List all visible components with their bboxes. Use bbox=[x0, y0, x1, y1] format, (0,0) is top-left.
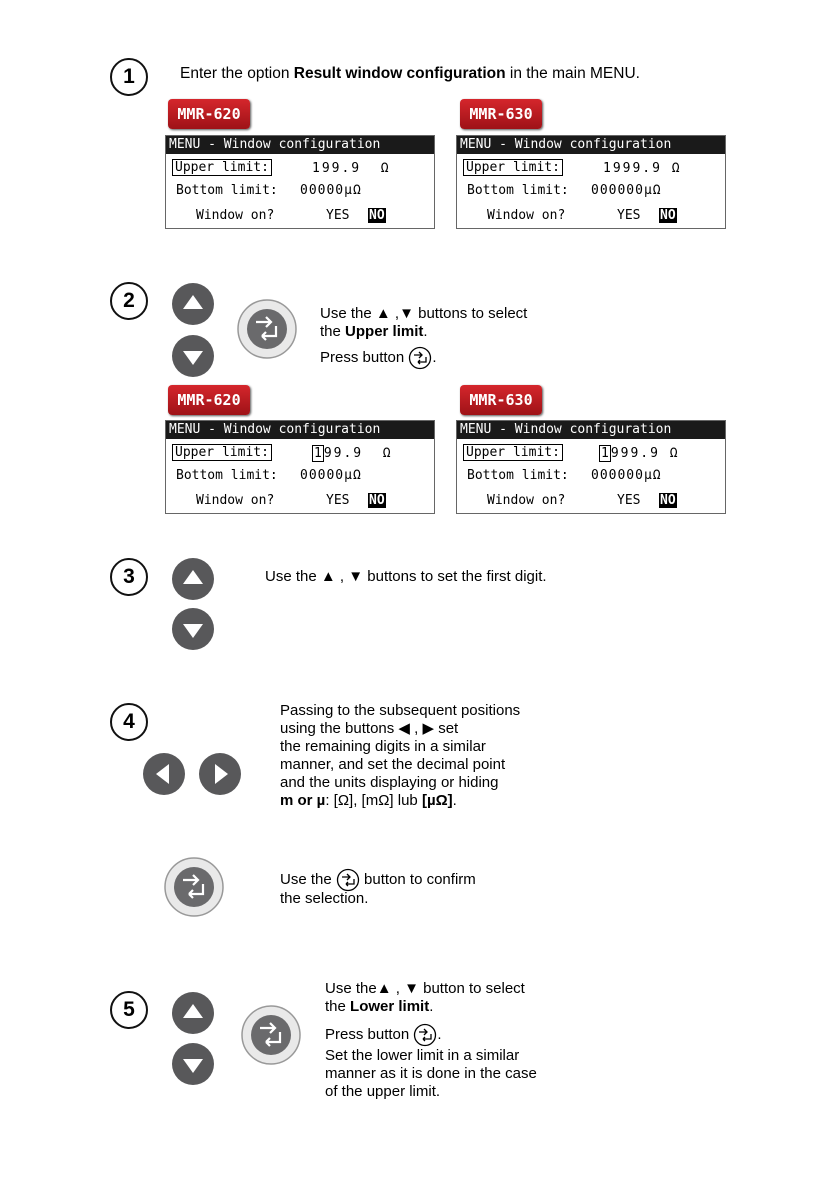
step-2-text: Press button bbox=[320, 348, 409, 366]
down-triangle-icon: ▼ bbox=[404, 980, 419, 997]
bottom-limit-value: 00000µΩ bbox=[300, 183, 362, 198]
left-arrow-button[interactable] bbox=[143, 753, 185, 795]
window-on-label: Window on? bbox=[487, 208, 566, 223]
down-arrow-button[interactable] bbox=[172, 1043, 214, 1085]
down-arrow-icon bbox=[172, 1043, 214, 1085]
window-on-label: Window on? bbox=[196, 208, 275, 223]
up-triangle-icon: ▲ bbox=[375, 305, 391, 322]
model-badge: MMR-630 bbox=[460, 99, 542, 129]
lcd-header: MENU - Window configuration bbox=[457, 421, 725, 439]
upper-limit-term: Upper limit bbox=[345, 323, 424, 340]
left-triangle-icon: ◀ bbox=[398, 720, 410, 737]
step-4-micro-ohm: [µΩ] bbox=[421, 792, 453, 809]
upper-limit-label: Upper limit: bbox=[172, 444, 272, 461]
digit-cursor: 1 bbox=[601, 446, 609, 461]
upper-limit-label: Upper limit: bbox=[172, 159, 272, 176]
upper-limit-value bbox=[312, 446, 393, 461]
step-4-units-prefix: m or µ bbox=[280, 792, 326, 809]
step-2-text: Use the bbox=[320, 305, 376, 322]
step-3-number: 3 bbox=[110, 558, 148, 596]
confirm-line-2: the selection. bbox=[280, 890, 369, 907]
step-5-line-4: Set the lower limit in a similar bbox=[325, 1047, 520, 1064]
bottom-limit-label: Bottom limit: bbox=[467, 468, 569, 483]
step-5-text: button to select bbox=[418, 980, 525, 997]
step-2-number: 2 bbox=[110, 282, 148, 320]
upper-limit-value bbox=[599, 446, 680, 461]
step-5-text: Press button bbox=[325, 1025, 414, 1043]
enter-button[interactable] bbox=[163, 856, 225, 918]
down-arrow-icon bbox=[172, 608, 214, 650]
step-2-text: buttons to select bbox=[413, 305, 528, 322]
step-5-line-2 bbox=[325, 998, 433, 1016]
step-5-text: the bbox=[325, 998, 351, 1015]
lcd-header: MENU - Window configuration bbox=[166, 136, 434, 154]
yes-option: YES bbox=[326, 493, 350, 508]
step-4-number: 4 bbox=[110, 703, 148, 741]
enter-button[interactable] bbox=[240, 1004, 302, 1066]
lcd-header: MENU - Window configuration bbox=[166, 421, 434, 439]
step-1-instruction bbox=[180, 65, 640, 83]
step-2-text: . bbox=[423, 323, 428, 340]
step-4-text: : [Ω], [mΩ] lub bbox=[325, 792, 422, 809]
step-5-text: . bbox=[437, 1025, 442, 1043]
step-5-line-3 bbox=[325, 1023, 442, 1047]
step-5-line-6: of the upper limit. bbox=[325, 1083, 441, 1100]
step-2-text: the bbox=[320, 323, 346, 340]
yes-option: YES bbox=[617, 208, 641, 223]
step-4-text: . bbox=[452, 792, 457, 809]
up-arrow-button[interactable] bbox=[172, 558, 214, 600]
step-3-text: Use the bbox=[265, 568, 321, 585]
bottom-limit-value: 000000µΩ bbox=[591, 183, 662, 198]
step-3-text: buttons to set the first digit. bbox=[363, 568, 547, 585]
model-badge: MMR-620 bbox=[168, 385, 250, 415]
down-triangle-icon: ▼ bbox=[348, 568, 364, 585]
upper-limit-digits: 99.9 Ω bbox=[323, 446, 393, 461]
down-triangle-icon: ▼ bbox=[399, 305, 414, 322]
confirm-text: button to confirm bbox=[359, 870, 476, 888]
upper-limit-value: 199.9 Ω bbox=[312, 161, 391, 176]
step-3-instruction: Use the ▲ , ▼ buttons to set the first digit. bbox=[265, 568, 547, 585]
upper-limit-label: Upper limit: bbox=[463, 444, 563, 461]
up-arrow-icon bbox=[172, 992, 214, 1034]
lcd-screen bbox=[165, 420, 435, 514]
bottom-limit-value: 000000µΩ bbox=[591, 468, 662, 483]
digit-cursor: 1 bbox=[314, 446, 322, 461]
bottom-limit-label: Bottom limit: bbox=[176, 468, 278, 483]
step-5-text: . bbox=[429, 998, 434, 1015]
step-5-line-5: manner as it is done in the case bbox=[325, 1065, 537, 1082]
up-triangle-icon: ▲ bbox=[320, 568, 336, 585]
enter-icon bbox=[408, 346, 432, 370]
up-arrow-button[interactable] bbox=[172, 283, 214, 325]
left-arrow-icon bbox=[143, 753, 185, 795]
step-2-line-1: Use the ▲ ,▼ buttons to select bbox=[320, 305, 528, 322]
step-5-line-1: Use the▲ , ▼ button to select bbox=[325, 980, 525, 997]
lcd-screen bbox=[456, 420, 726, 514]
up-arrow-icon bbox=[172, 283, 214, 325]
confirm-text: Use the bbox=[280, 870, 336, 888]
down-arrow-icon bbox=[172, 335, 214, 377]
bottom-limit-label: Bottom limit: bbox=[176, 183, 278, 198]
step-4-line-4: manner, and set the decimal point bbox=[280, 756, 506, 773]
step-2-line-2 bbox=[320, 323, 428, 341]
right-arrow-button[interactable] bbox=[199, 753, 241, 795]
bottom-limit-value: 00000µΩ bbox=[300, 468, 362, 483]
model-badge: MMR-620 bbox=[168, 99, 250, 129]
enter-icon bbox=[336, 868, 360, 892]
down-arrow-button[interactable] bbox=[172, 608, 214, 650]
step-4-line-3: the remaining digits in a similar bbox=[280, 738, 486, 755]
lower-limit-term: Lower limit bbox=[350, 998, 430, 1015]
enter-button[interactable] bbox=[236, 298, 298, 360]
up-arrow-icon bbox=[172, 558, 214, 600]
up-triangle-icon: ▲ bbox=[376, 980, 392, 997]
step-4-line-2: using the buttons ◀ , ▶ set bbox=[280, 720, 459, 737]
step-1-number: 1 bbox=[110, 58, 148, 96]
step-1-text-c: in the main MENU. bbox=[505, 65, 640, 82]
lcd-screen bbox=[456, 135, 726, 229]
right-triangle-icon: ▶ bbox=[422, 720, 435, 737]
upper-limit-label: Upper limit: bbox=[463, 159, 563, 176]
no-option: NO bbox=[369, 208, 385, 223]
step-4-text: set bbox=[434, 720, 459, 737]
no-option: NO bbox=[660, 493, 676, 508]
step-4-line-6 bbox=[280, 792, 457, 810]
step-4-line-1: Passing to the subsequent positions bbox=[280, 702, 521, 719]
up-arrow-button[interactable] bbox=[172, 992, 214, 1034]
yes-option: YES bbox=[326, 208, 350, 223]
step-4-line-5: and the units displaying or hiding bbox=[280, 774, 499, 791]
lcd-screen bbox=[165, 135, 435, 229]
step-1-option-name: Result window configuration bbox=[293, 65, 506, 82]
confirm-line-1 bbox=[280, 868, 476, 892]
step-5-text: Use the bbox=[325, 980, 377, 997]
enter-icon bbox=[413, 1023, 437, 1047]
lcd-header: MENU - Window configuration bbox=[457, 136, 725, 154]
window-on-label: Window on? bbox=[487, 493, 566, 508]
step-4-text: using the buttons bbox=[280, 720, 399, 737]
step-2-line-3 bbox=[320, 346, 437, 370]
yes-option: YES bbox=[617, 493, 641, 508]
right-arrow-icon bbox=[199, 753, 241, 795]
upper-limit-value: 1999.9 Ω bbox=[603, 161, 682, 176]
upper-limit-digits: 999.9 Ω bbox=[610, 446, 680, 461]
step-1-text-a: Enter the option bbox=[180, 65, 294, 82]
step-2-text: . bbox=[432, 348, 437, 366]
model-badge: MMR-630 bbox=[460, 385, 542, 415]
bottom-limit-label: Bottom limit: bbox=[467, 183, 569, 198]
window-on-label: Window on? bbox=[196, 493, 275, 508]
no-option: NO bbox=[369, 493, 385, 508]
no-option: NO bbox=[660, 208, 676, 223]
down-arrow-button[interactable] bbox=[172, 335, 214, 377]
step-5-number: 5 bbox=[110, 991, 148, 1029]
